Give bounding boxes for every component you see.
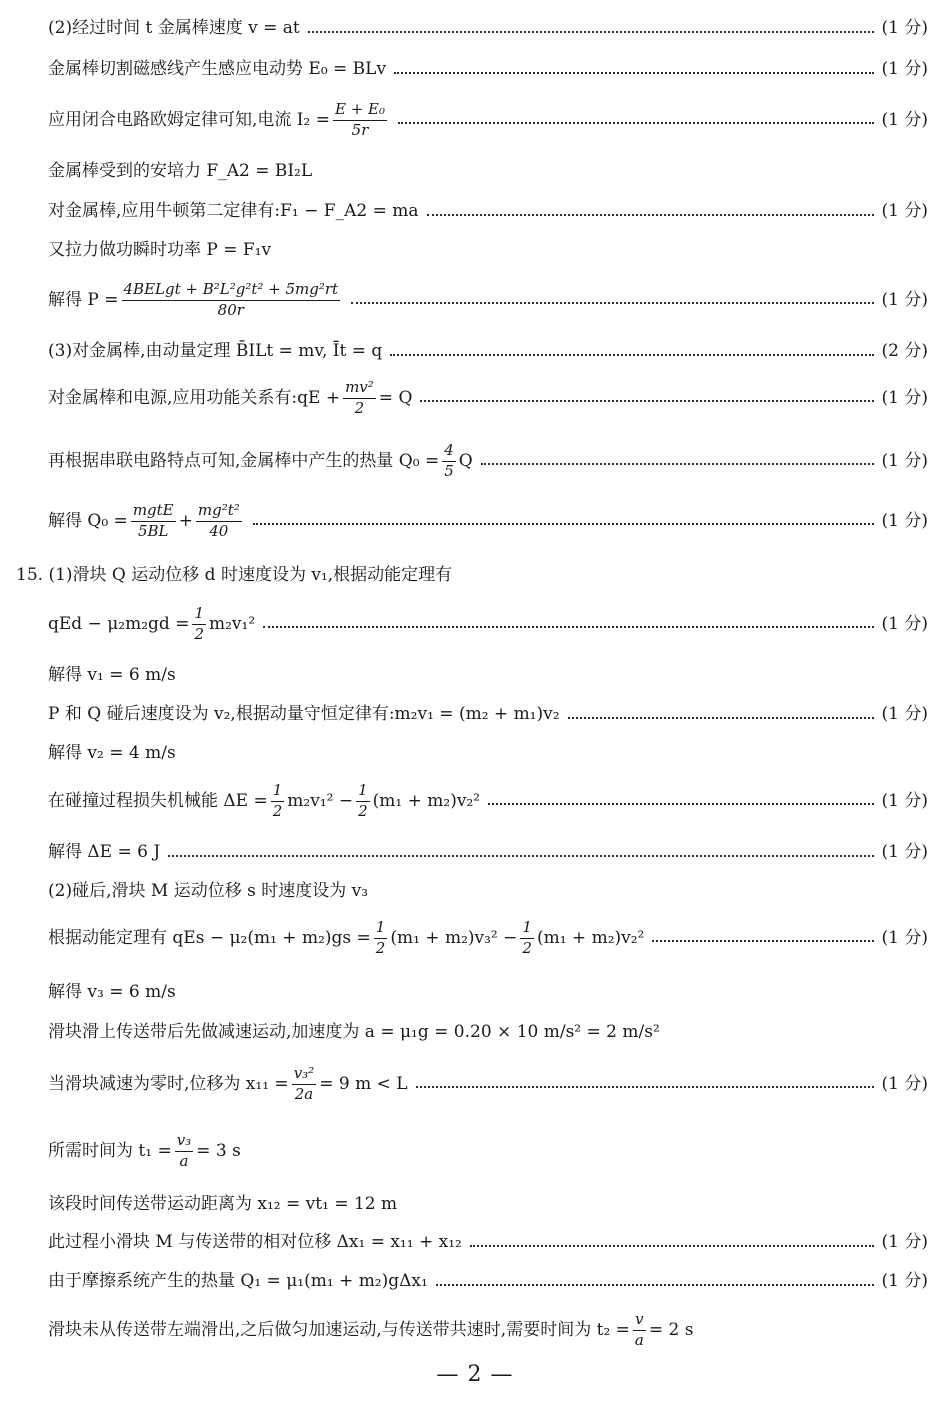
solution-line: 在碰撞过程损失机械能 ΔE = $\frac{1}{2}$ m₂v₁² − $\frac{1}{2}$ (m₁ + m₂)v₂² (1 分) — [48, 781, 928, 820]
dot-leader — [253, 523, 874, 525]
solution-line: 对金属棒,应用牛顿第二定律有:F₁ − F_A2 = ma (1 分) — [48, 201, 928, 221]
score-label: (1 分) — [881, 109, 928, 130]
solution-line: (3)对金属棒,由动量定理 B̄ILt = mv, Īt = q (2 分) — [48, 341, 928, 361]
solution-line: (2)经过时间 t 金属棒速度 v = at (1 分) — [48, 18, 928, 38]
dot-leader — [420, 400, 873, 402]
fraction: $\frac{\text{mg²t²}}{40}$ — [197, 501, 240, 540]
score-label: (1 分) — [881, 1073, 928, 1094]
solution-line: 再根据串联电路特点可知,金属棒中产生的热量 Q₀ = $\frac{4}{5}$ Q (1 分) — [48, 441, 928, 480]
solution-line: 应用闭合电路欧姆定律可知,电流 I₂ = $\frac{\text{E + E₀}}{5r}$ (1 分) — [48, 100, 928, 139]
score-label: (1 分) — [881, 790, 928, 811]
fraction: $\frac{1}{2}$ — [358, 781, 368, 820]
fraction: $\frac{1}{2}$ — [194, 604, 204, 643]
score-label: (1 分) — [881, 842, 928, 862]
page-number: — 2 — — [436, 1362, 514, 1387]
score-label: (1 分) — [881, 613, 928, 634]
solution-line: 金属棒切割磁感线产生感应电动势 E₀ = BLv (1 分) — [48, 59, 928, 79]
solution-line: 此过程小滑块 M 与传送带的相对位移 Δx₁ = x₁₁ + x₁₂ (1 分) — [48, 1232, 928, 1252]
score-label: (1 分) — [881, 201, 928, 221]
fraction: $\frac{\text{4BELgt + B²L²g²t² + 5mg²rt}}{80r}$ — [123, 280, 339, 319]
fraction: $\frac{v}{a}$ — [634, 1310, 644, 1349]
solution-line: 解得 v₃ = 6 m/s — [48, 982, 176, 1002]
fraction: $\frac{\text{v₃²}}{2a}$ — [293, 1064, 315, 1103]
dot-leader — [488, 803, 873, 805]
solution-line: 对金属棒和电源,应用功能关系有:qE + $\frac{\text{mv²}}{2}$ = Q (1 分) — [48, 378, 928, 417]
dot-leader — [398, 122, 873, 124]
dot-leader — [481, 463, 874, 465]
dot-leader — [351, 302, 873, 304]
dot-leader — [568, 717, 874, 719]
fraction: $\frac{1}{2}$ — [375, 918, 386, 957]
score-label: (1 分) — [881, 1232, 928, 1252]
score-label: (1 分) — [881, 450, 928, 471]
dot-leader — [390, 354, 873, 356]
fraction: $\frac{\text{v₃}}{a}$ — [176, 1131, 192, 1170]
solution-line: 滑块滑上传送带后先做减速运动,加速度为 a = μ₁g = 0.20 × 10 m/s² = 2 m/s² — [48, 1022, 660, 1042]
dot-leader — [308, 31, 874, 33]
solution-line: 解得 Q₀ = $\frac{\text{mgtE}}{5BL}$ + $\frac{\text{mg²t²}}{40}$ (1 分) — [48, 501, 928, 540]
fraction: $\frac{4}{5}$ — [444, 441, 454, 480]
score-label: (1 分) — [881, 387, 928, 408]
fraction: $\frac{1}{2}$ — [272, 781, 283, 820]
solution-line: 解得 v₂ = 4 m/s — [48, 743, 176, 763]
solution-line: 根据动能定理有 qEs − μ₂(m₁ + m₂)gs = $\frac{1}{2}$ (m₁ + m₂)v₃² − $\frac{1}{2}$ (m₁ + m₂)v₂² (1 分) — [48, 918, 928, 957]
solution-line: P 和 Q 碰后速度设为 v₂,根据动量守恒定律有:m₂v₁ = (m₂ + m₁)v₂ (1 分) — [48, 704, 928, 724]
dot-leader — [427, 214, 874, 216]
dot-leader — [470, 1245, 874, 1247]
solution-line: 金属棒受到的安培力 F_A2 = BI₂L — [48, 161, 313, 181]
solution-line: 当滑块减速为零时,位移为 x₁₁ = $\frac{\text{v₃²}}{2a}$ = 9 m < L (1 分) — [48, 1064, 928, 1103]
solution-line: 又拉力做功瞬时功率 P = F₁v — [48, 240, 272, 260]
score-label: (1 分) — [881, 927, 928, 948]
fraction: $\frac{\text{E + E₀}}{5r}$ — [335, 100, 386, 139]
solution-line: qEd − μ₂m₂gd = $\frac{1}{2}$ m₂v₁² (1 分) — [48, 604, 928, 643]
score-label: (1 分) — [881, 704, 928, 724]
dot-leader — [436, 1284, 874, 1286]
fraction: $\frac{\text{mv²}}{2}$ — [345, 378, 374, 417]
solution-line: 解得 P = $\frac{\text{4BELgt + B²L²g²t² + 5mg²rt}}{80r}$ (1 分) — [48, 280, 928, 319]
score-label: (1 分) — [881, 18, 928, 38]
question-heading: 15. (1)滑块 Q 运动位移 d 时速度设为 v₁,根据动能定理有 — [16, 565, 453, 585]
solution-line: 滑块未从传送带左端滑出,之后做匀加速运动,与传送带共速时,需要时间为 t₂ = $\frac{v}{a}$ = 2 s — [48, 1310, 694, 1349]
score-label: (1 分) — [881, 59, 928, 79]
fraction: $\frac{\text{mgtE}}{5BL}$ — [132, 501, 174, 540]
solution-line: 所需时间为 t₁ = $\frac{\text{v₃}}{a}$ = 3 s — [48, 1131, 241, 1170]
solution-line: 由于摩擦系统产生的热量 Q₁ = μ₁(m₁ + m₂)gΔx₁ (1 分) — [48, 1271, 928, 1291]
dot-leader — [652, 940, 873, 942]
solution-line: 解得 v₁ = 6 m/s — [48, 665, 176, 685]
score-label: (1 分) — [881, 510, 928, 531]
solution-line: (2)碰后,滑块 M 运动位移 s 时速度设为 v₃ — [48, 881, 369, 901]
dot-leader — [168, 855, 873, 857]
score-label: (1 分) — [881, 289, 928, 310]
fraction: $\frac{1}{2}$ — [522, 918, 532, 957]
dot-leader — [394, 72, 873, 74]
dot-leader — [263, 626, 873, 628]
solution-line: 该段时间传送带运动距离为 x₁₂ = vt₁ = 12 m — [48, 1194, 398, 1214]
dot-leader — [416, 1086, 874, 1088]
score-label: (2 分) — [881, 341, 928, 361]
score-label: (1 分) — [881, 1271, 928, 1291]
solution-line: 解得 ΔE = 6 J (1 分) — [48, 842, 928, 862]
